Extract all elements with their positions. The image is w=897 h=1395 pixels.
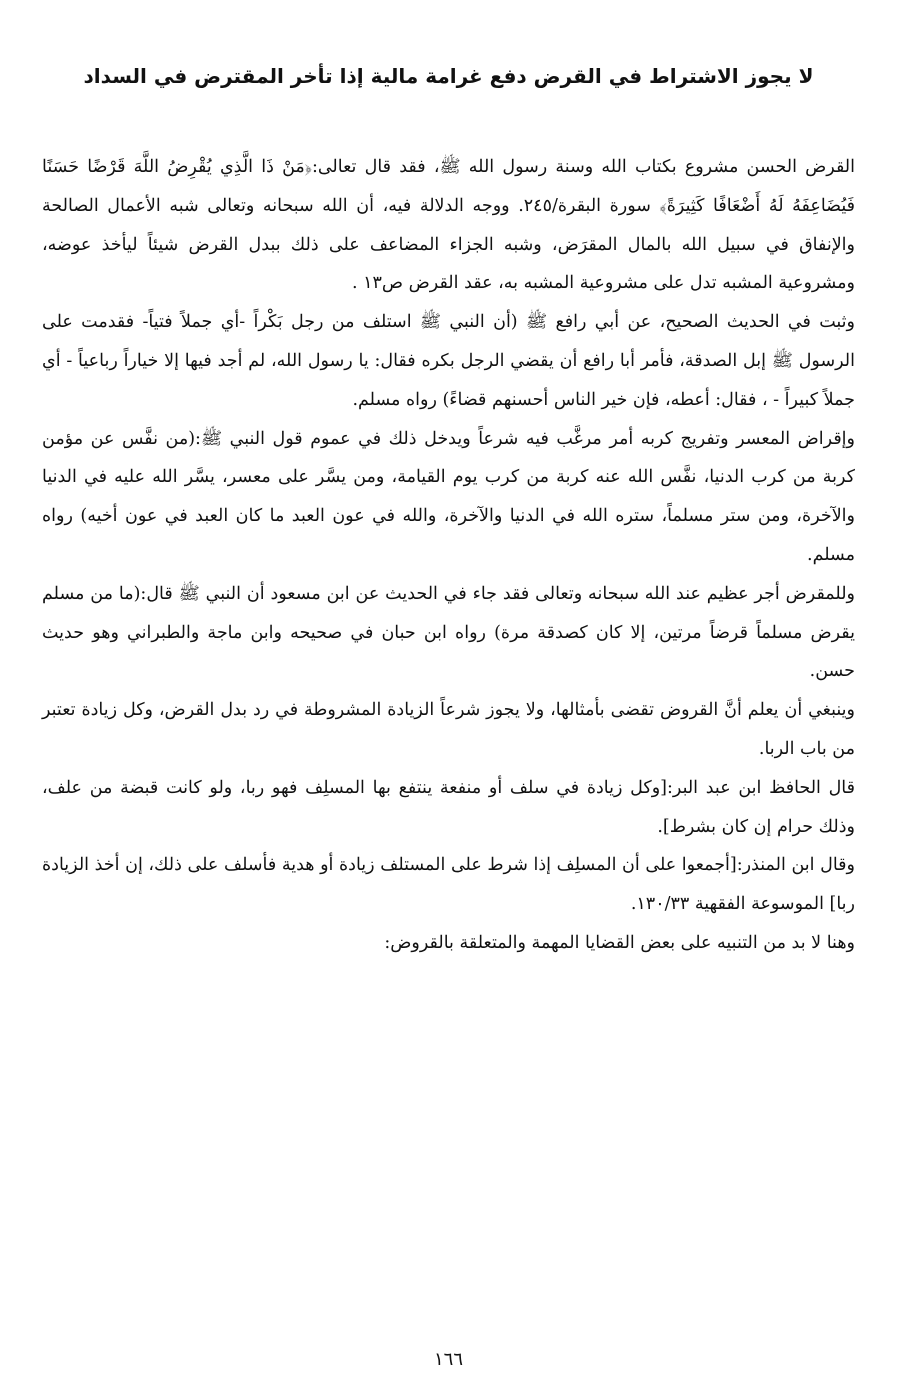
- paragraph-relieving-debtor: وإقراض المعسر وتفريج كربه أمر مرغَّب فيه شرعاً ويدخل ذلك في عموم قول النبي ﷺ:(من نفَّس عن مؤمن كربة من كرب الدنيا، نفَّس الله عنه كربة من كرب يوم القيامة، ومن يسَّر على معسر، يسَّر الله عليه في الدنيا والآخرة، ومن ستر مسلماً، ستره الله في الدنيا والآخرة، والله في عون العبد ما كان العبد في عون أخيه) رواه مسلم.: [42, 428, 856, 565]
- paragraph-abu-rafi-hadith: وثبت في الحديث الصحيح، عن أبي رافع ﷺ (أن النبي ﷺ استلف من رجل بَكْراً -أي جملاً فتياً- فقدمت على الرسول ﷺ إبل الصدقة، فأمر أبا رافع أن يقضي الرجل بكره فقال: يا رسول الله، لم أجد فيها إلا خياراً رباعياً - أي جملاً كبيراً - ، فقال: أعطه، فإن خير الناس أحسنهم قضاءً) رواه مسلم.: [42, 312, 855, 410]
- paragraph-lender-reward: وللمقرض أجر عظيم عند الله سبحانه وتعالى فقد جاء في الحديث عن ابن مسعود أن النبي ﷺ قال:(ما من مسلم يقرض مسلماً قرضاً مرتين، إلا كان كصدقة مرة) رواه ابن حبان في صحيحه وابن ماجة والطبراني وهو حديث حسن.: [42, 583, 855, 682]
- paragraph-loans-repaid-in-kind: وينبغي أن يعلم أنَّ القروض تقضى بأمثالها، ولا يجوز شرعاً الزيادة المشروطة في رد بدل القرض، وكل زيادة تعتبر من باب الربا.: [42, 700, 855, 759]
- page-title: لا يجوز الاشتراط في القرض دفع غرامة مالية إذا تأخر المقترض في السداد: [83, 64, 814, 88]
- page-number: ١٦٦: [433, 1349, 463, 1370]
- document-body: [42, 148, 855, 963]
- paragraph-ibn-abd-al-barr: قال الحافظ ابن عبد البر:[وكل زيادة في سلف أو منفعة ينتفع بها المسلِف فهو ربا، ولو كانت قبضة من علف، وذلك حرام إن كان بشرط].: [42, 777, 855, 837]
- paragraph-closing-note: وهنا لا بد من التنبيه على بعض القضايا المهمة والمتعلقة بالقروض:: [384, 932, 855, 953]
- paragraph-quran-evidence: القرض الحسن مشروع بكتاب الله وسنة رسول الله ﷺ، فقد قال تعالى:﴿مَنْ ذَا الَّذِي يُقْرِضُ اللَّهَ قَرْضًا حَسَنًا فَيُضَاعِفَهُ لَهُ أَضْعَافًا كَثِيرَةً﴾ سورة البقرة/٢٤٥. ووجه الدلالة فيه، أن الله سبحانه وتعالى شبه الأعمال الصالحة والإنفاق في سبيل الله بالمال المقرَض، وشبه الجزاء المضاعف على ذلك ببدل القرض شيئاً ليأخذ عوضه، ومشروعية المشبه تدل على مشروعية المشبه به، عقد القرض ص١٣ .: [42, 157, 855, 294]
- paragraph-ibn-al-mundhir: وقال ابن المنذر:[أجمعوا على أن المسلِف إذا شرط على المستلف زيادة أو هدية فأسلف على ذلك، إن أخذ الزيادة ربا] الموسوعة الفقهية ١٣٠/٣٣.: [42, 855, 855, 915]
